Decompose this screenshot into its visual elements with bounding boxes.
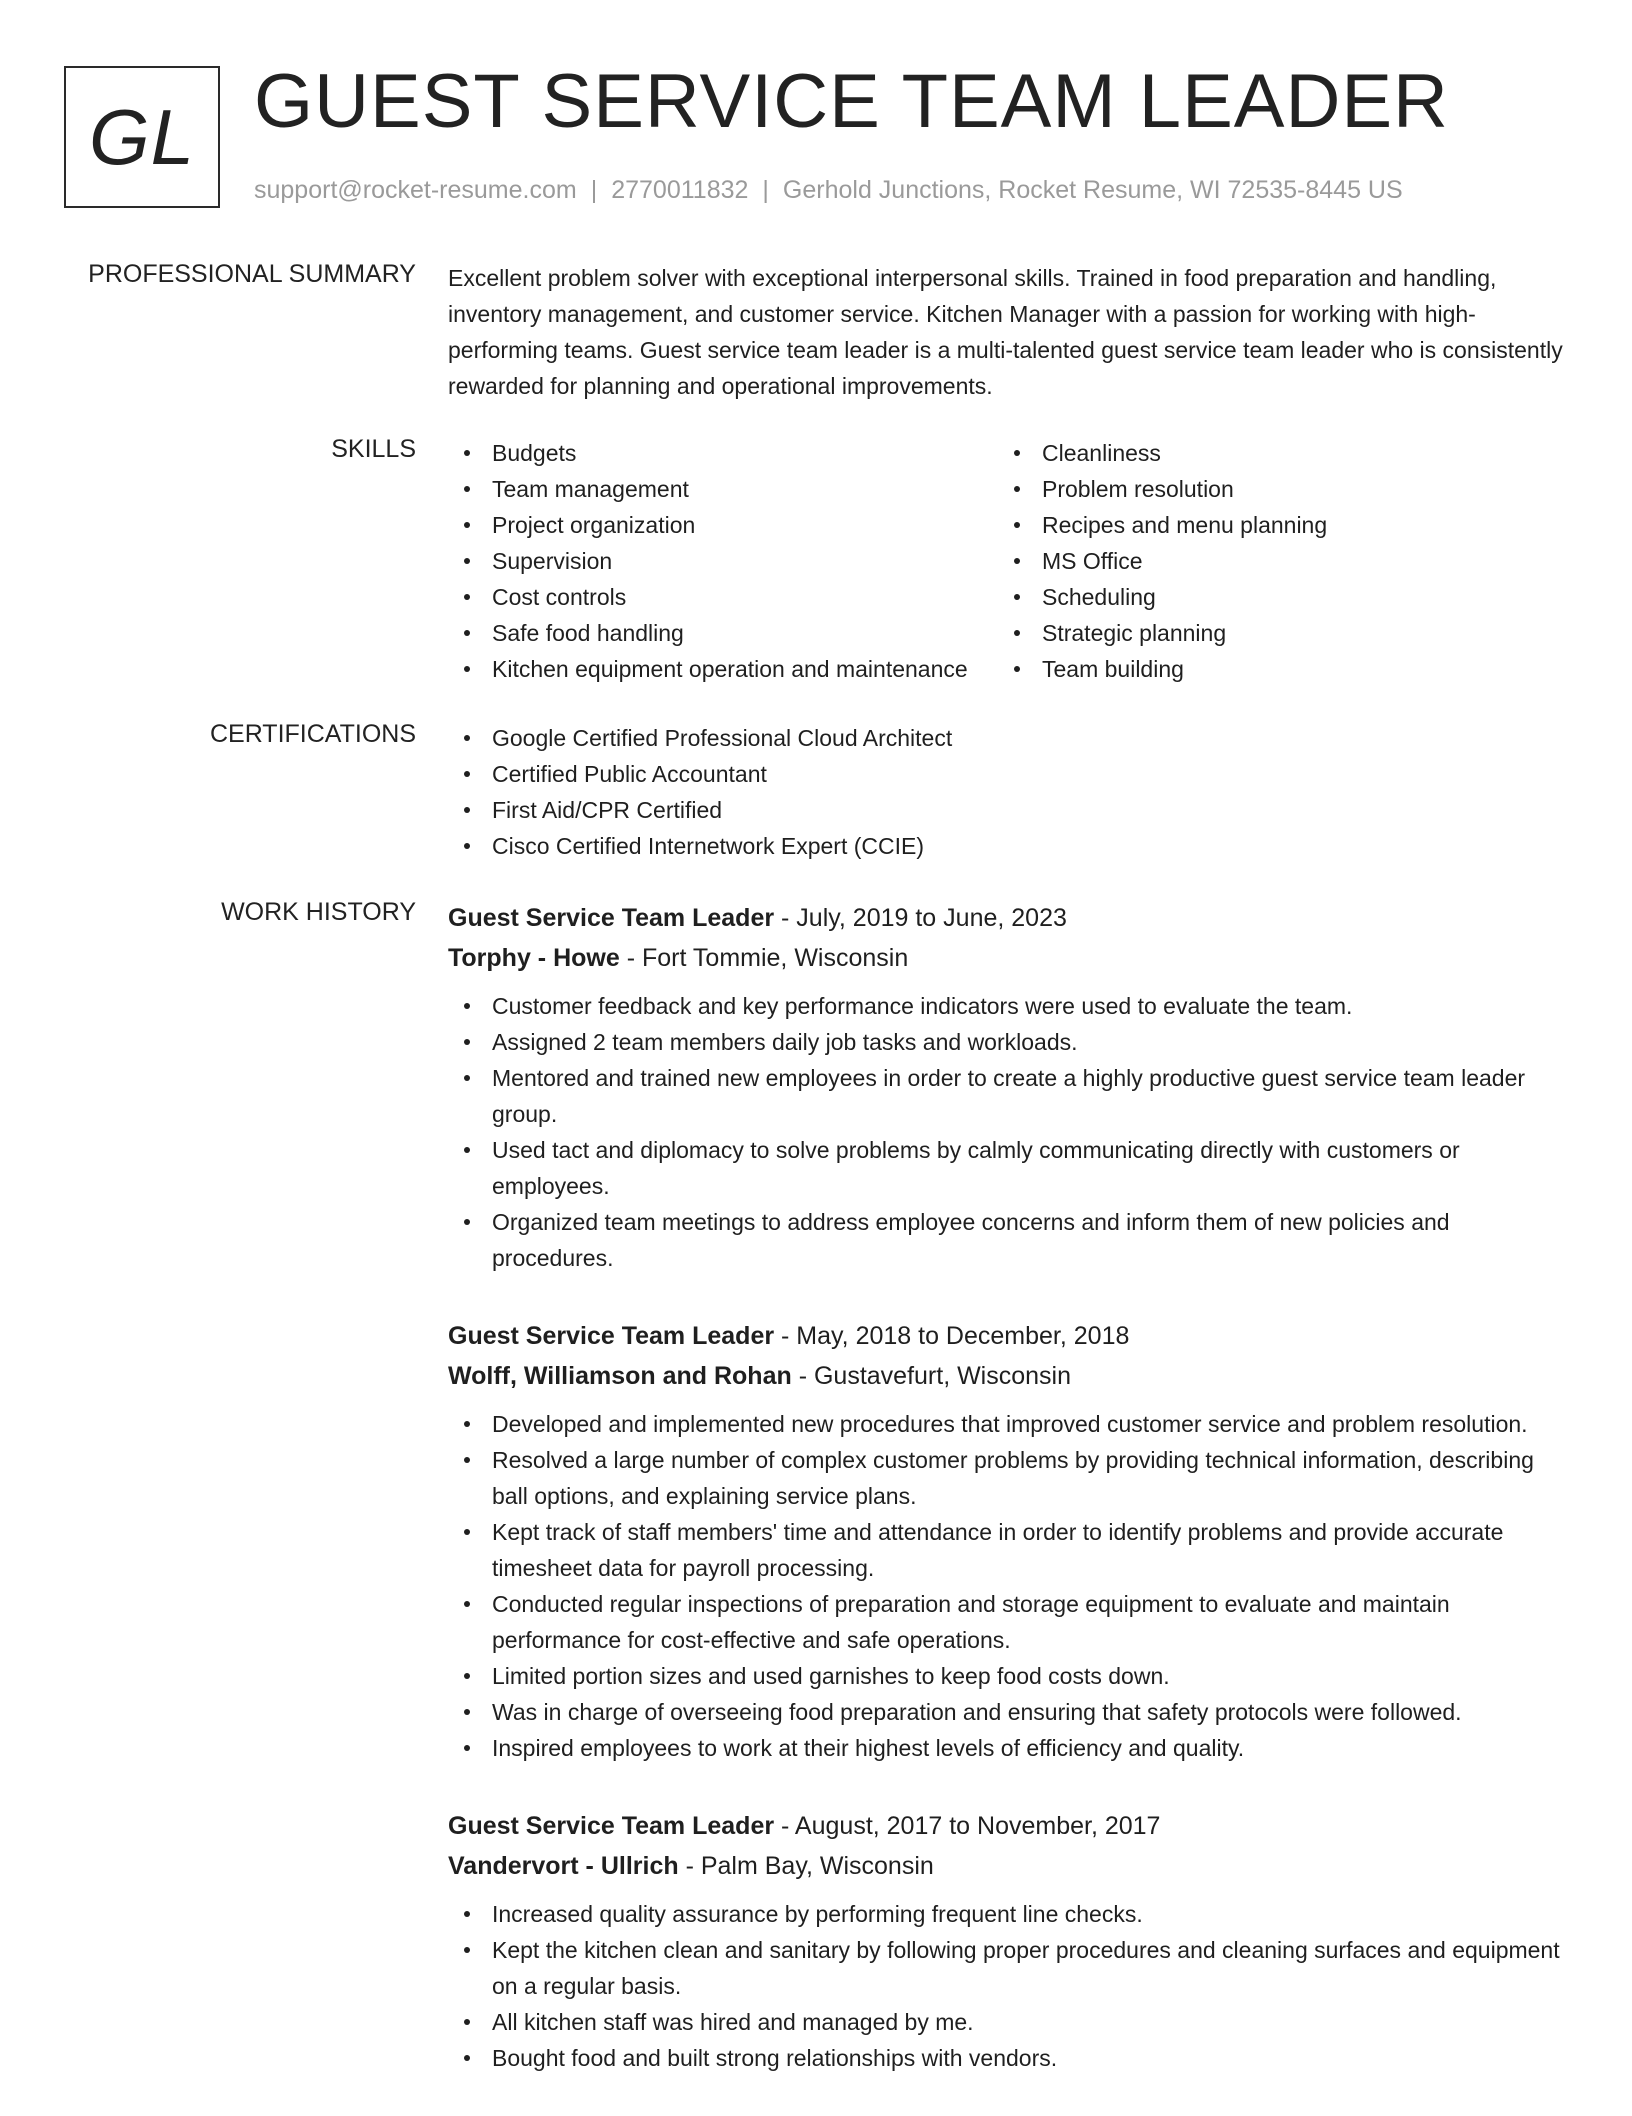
monogram-box: GL (64, 66, 220, 208)
job-role: Guest Service Team Leader (448, 904, 775, 932)
list-item: Budgets (448, 435, 998, 471)
list-item: Bought food and built strong relationships with vendors. (448, 2040, 1568, 2076)
list-item: Customer feedback and key performance indicators were used to evaluate the team. (448, 988, 1568, 1024)
job-location: - Fort Tommie, Wisconsin (619, 944, 909, 972)
list-item: First Aid/CPR Certified (448, 792, 1568, 828)
list-item: Assigned 2 team members daily job tasks and workloads. (448, 1024, 1568, 1060)
contact-separator: | (590, 176, 598, 204)
job-dates: - July, 2019 to June, 2023 (774, 904, 1067, 932)
list-item: Safe food handling (448, 615, 998, 651)
list-item: MS Office (998, 543, 1498, 579)
job-bullets (448, 1896, 1568, 2076)
job-company-line (448, 1846, 1568, 1886)
contact-line (254, 176, 1403, 205)
job-company-line (448, 938, 1568, 978)
list-item: Conducted regular inspections of preparation and storage equipment to evaluate and maintain performance for cost-effective and safe operations. (448, 1586, 1568, 1658)
contact-address: Gerhold Junctions, Rocket Resume, WI 72535-8445 US (782, 176, 1403, 204)
job-entry (448, 1806, 1568, 2076)
contact-phone: 2770011832 (611, 176, 749, 204)
list-item: Supervision (448, 543, 998, 579)
list-item: Increased quality assurance by performing frequent line checks. (448, 1896, 1568, 1932)
job-title-line (448, 1316, 1568, 1356)
contact-email: support@rocket-resume.com (254, 176, 577, 204)
list-item: Certified Public Accountant (448, 756, 1568, 792)
job-role: Guest Service Team Leader (448, 1322, 775, 1350)
page-title: GUEST SERVICE TEAM LEADER (254, 59, 1449, 144)
list-item: Kept the kitchen clean and sanitary by following proper procedures and cleaning surfaces and equipment on a regular basis. (448, 1932, 1568, 2004)
job-dates: - August, 2017 to November, 2017 (774, 1812, 1161, 1840)
section-title: PROFESSIONAL SUMMARY (88, 260, 416, 288)
list-item: Recipes and menu planning (998, 507, 1498, 543)
job-bullets (448, 1406, 1568, 1766)
list-item: Used tact and diplomacy to solve problems by calmly communicating directly with customers or employees. (448, 1132, 1568, 1204)
list-item: Problem resolution (998, 471, 1498, 507)
list-item: Inspired employees to work at their highest levels of efficiency and quality. (448, 1730, 1568, 1766)
list-item: All kitchen staff was hired and managed by me. (448, 2004, 1568, 2040)
job-location: - Gustavefurt, Wisconsin (791, 1362, 1071, 1390)
job-entry (448, 898, 1568, 1276)
list-item: Strategic planning (998, 615, 1498, 651)
list-item: Was in charge of overseeing food preparation and ensuring that safety protocols were followed. (448, 1694, 1568, 1730)
list-item: Developed and implemented new procedures that improved customer service and problem resolution. (448, 1406, 1568, 1442)
summary-text: Excellent problem solver with exceptional interpersonal skills. Trained in food preparation and handling, inventory management, and customer service. Kitchen Manager with a passion for working with high-performing teams. Guest service team leader is a multi-talented guest service team leader who is consistently rewarded for planning and operational improvements. (448, 265, 1563, 399)
job-company: Vandervort - Ullrich (448, 1852, 679, 1880)
list-item: Cisco Certified Internetwork Expert (CCIE) (448, 828, 1568, 864)
skills-list (448, 435, 1568, 687)
list-item: Kept track of staff members' time and attendance in order to identify problems and provide accurate timesheet data for payroll processing. (448, 1514, 1568, 1586)
job-entry (448, 1316, 1568, 1766)
section-title: WORK HISTORY (221, 898, 416, 926)
job-bullets (448, 988, 1568, 1276)
section-title: CERTIFICATIONS (209, 720, 416, 748)
job-title-line (448, 898, 1568, 938)
list-item: Scheduling (998, 579, 1498, 615)
list-item: Mentored and trained new employees in order to create a highly productive guest service team leader group. (448, 1060, 1568, 1132)
job-location: - Palm Bay, Wisconsin (678, 1852, 934, 1880)
list-item: Resolved a large number of complex customer problems by providing technical information, describing ball options, and explaining service plans. (448, 1442, 1568, 1514)
job-role: Guest Service Team Leader (448, 1812, 775, 1840)
certifications-list (448, 720, 1568, 864)
jobs-list (448, 898, 1568, 2116)
list-item: Google Certified Professional Cloud Architect (448, 720, 1568, 756)
list-item: Cost controls (448, 579, 998, 615)
resume-header (0, 0, 1632, 230)
list-item: Limited portion sizes and used garnishes to keep food costs down. (448, 1658, 1568, 1694)
list-item: Organized team meetings to address employee concerns and inform them of new policies and procedures. (448, 1204, 1568, 1276)
skills-column-1 (448, 435, 998, 687)
list-item: Kitchen equipment operation and maintenance (448, 651, 998, 687)
list-item: Team building (998, 651, 1498, 687)
job-company-line (448, 1356, 1568, 1396)
skills-column-2 (998, 435, 1498, 687)
job-title-line (448, 1806, 1568, 1846)
job-dates: - May, 2018 to December, 2018 (774, 1322, 1130, 1350)
contact-separator: | (762, 176, 769, 204)
job-company: Wolff, Williamson and Rohan (448, 1362, 792, 1390)
list-item: Cleanliness (998, 435, 1498, 471)
list-item: Team management (448, 471, 998, 507)
section-title: SKILLS (331, 435, 416, 463)
job-company: Torphy - Howe (448, 944, 620, 972)
list-item: Project organization (448, 507, 998, 543)
